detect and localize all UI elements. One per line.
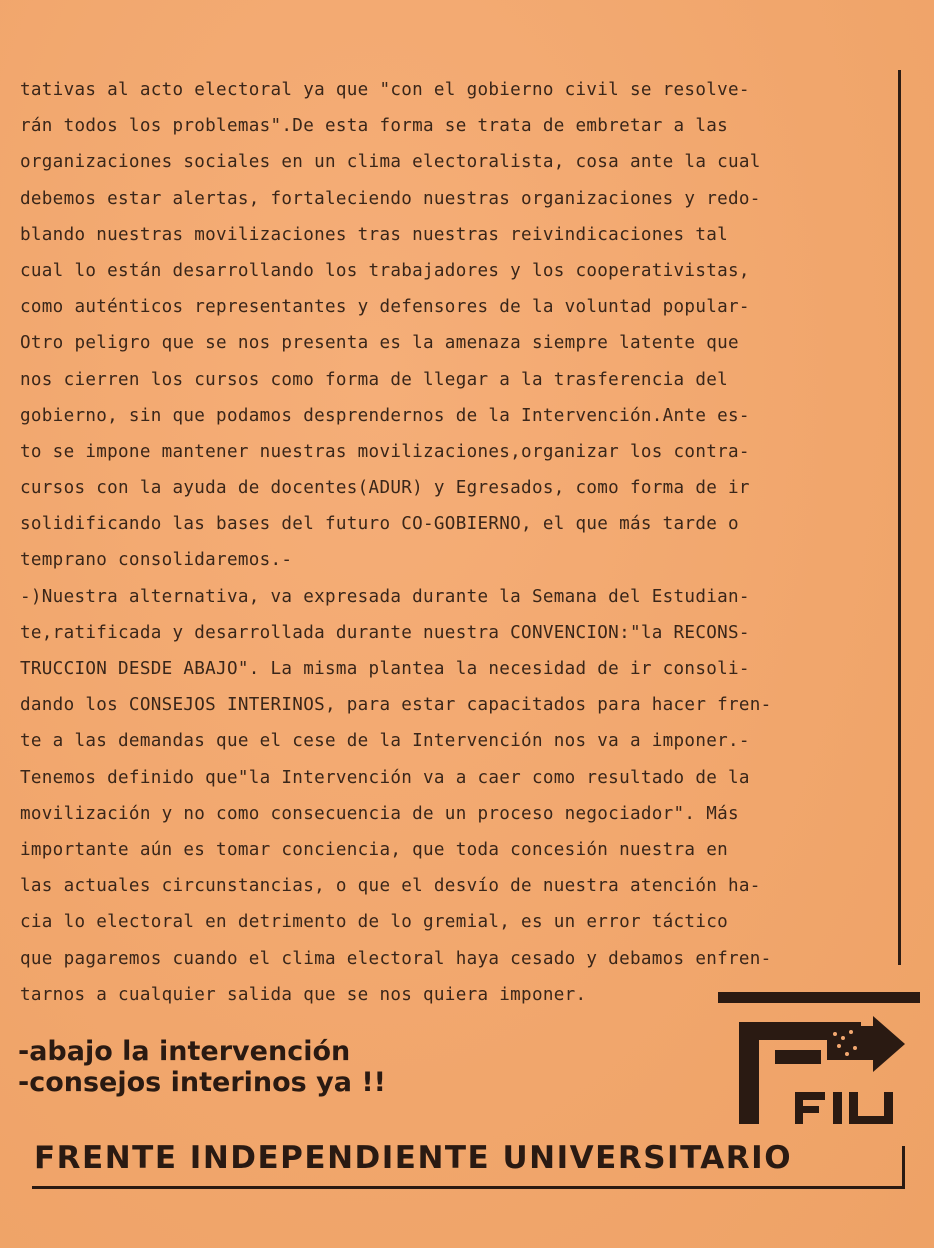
body-line: debemos estar alertas, fortaleciendo nuestras organizaciones y redo-	[20, 188, 761, 209]
body-line: que pagaremos cuando el clima electoral haya cesado y debamos enfren-	[20, 948, 772, 969]
body-line: blando nuestras movilizaciones tras nuestras reivindicaciones tal	[20, 224, 729, 245]
logo-top-bar	[718, 992, 920, 1003]
body-line: -)Nuestra alternativa, va expresada durante la Semana del Estudian-	[20, 586, 750, 607]
body-line: solidificando las bases del futuro CO-GOBIERNO, el que más tarde o	[20, 514, 739, 535]
body-line: cia lo electoral en detrimento de lo gremial, es un error táctico	[20, 912, 729, 933]
body-line: gobierno, sin que podamos desprendernos de la Intervención.Ante es-	[20, 405, 750, 426]
body-line: importante aún es tomar conciencia, que toda concesión nuestra en	[20, 839, 729, 860]
body-line: tativas al acto electoral ya que "con el gobierno civil se resolve-	[20, 80, 750, 100]
slogans	[18, 1036, 386, 1098]
footer-title: FRENTE INDEPENDIENTE UNIVERSITARIO	[34, 1140, 793, 1176]
body-line: nos cierren los cursos como forma de llegar a la trasferencia del	[20, 369, 729, 390]
body-line: tarnos a cualquier salida que se nos quiera imponer.	[20, 984, 587, 1005]
body-line: dando los CONSEJOS INTERINOS, para estar capacitados para hacer fren-	[20, 695, 772, 716]
body-line: las actuales circunstancias, o que el desvío de nuestra atención ha-	[20, 876, 761, 897]
body-line: movilización y no como consecuencia de un proceso negociador". Más	[20, 803, 739, 824]
typewritten-body	[20, 72, 892, 1013]
footer-underline	[32, 1186, 904, 1189]
body-line: TRUCCION DESDE ABAJO". La misma plantea la necesidad de ir consoli-	[20, 659, 750, 679]
body-line: te a las demandas que el cese de la Intervención nos va a imponer.-	[20, 731, 750, 752]
body-line: rán todos los problemas".De esta forma se trata de embretar a las	[20, 116, 729, 137]
footer-right-rule	[902, 1146, 905, 1189]
slogan-line: -consejos interinos ya !!	[18, 1067, 386, 1098]
body-line: temprano consolidaremos.-	[20, 550, 293, 571]
body-line: to se impone mantener nuestras movilizaciones,organizar los contra-	[20, 441, 750, 462]
slogan-line: -abajo la intervención	[18, 1036, 351, 1067]
body-line: te,ratificada y desarrollada durante nuestra CONVENCION:"la RECONS-	[20, 622, 750, 643]
body-line: organizaciones sociales en un clima electoralista, cosa ante la cual	[20, 152, 761, 173]
body-line: como auténticos representantes y defensores de la voluntad popular-	[20, 297, 750, 318]
body-line: cursos con la ayuda de docentes(ADUR) y Egresados, como forma de ir	[20, 478, 750, 499]
body-line: Tenemos definido que"la Intervención va a caer como resultado de la	[20, 767, 750, 788]
body-line: cual lo están desarrollando los trabajadores y los cooperativistas,	[20, 260, 750, 281]
fiu-flag-arrow-logo-icon	[735, 1016, 907, 1128]
right-margin-rule	[898, 70, 901, 965]
body-line: Otro peligro que se nos presenta es la amenaza siempre latente que	[20, 333, 739, 354]
